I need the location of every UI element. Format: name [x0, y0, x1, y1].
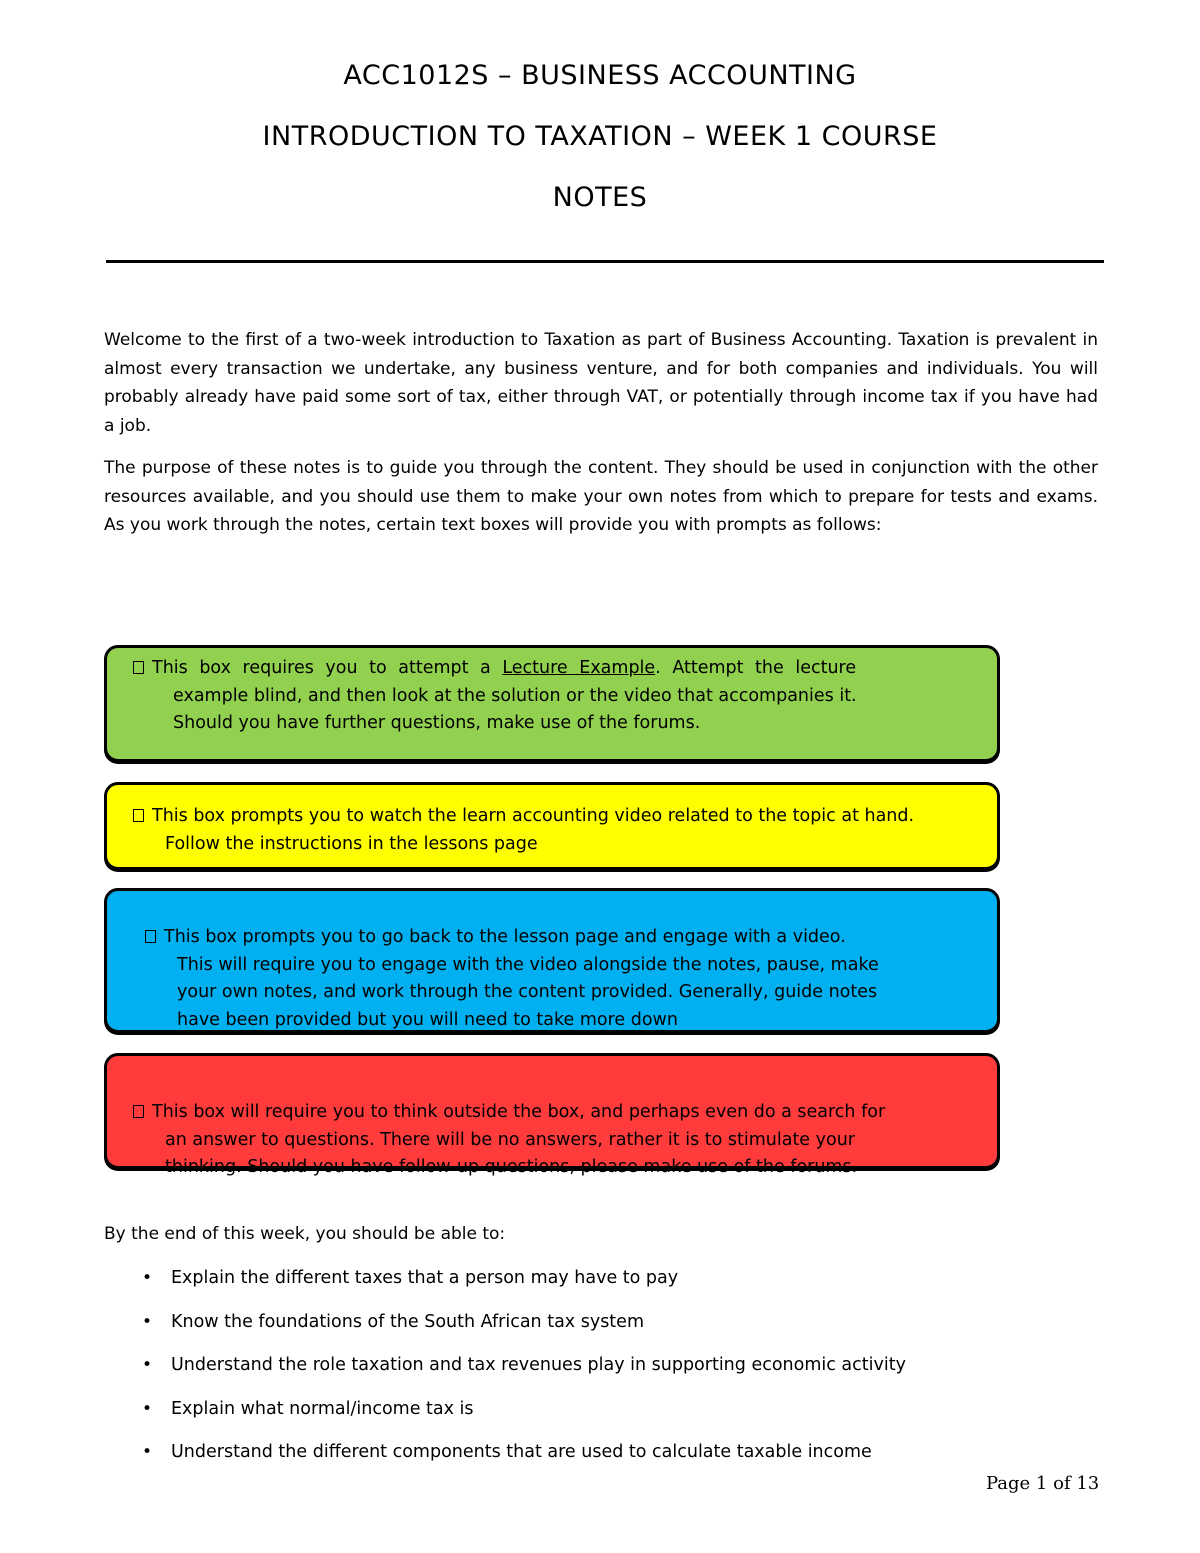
bullet-icon: •	[142, 1355, 153, 1375]
bullet-icon: •	[142, 1398, 153, 1419]
objectives-intro: By the end of this week, you should be able to:	[104, 1224, 506, 1244]
list-item	[104, 1351, 1104, 1395]
box-text-line: thinking. Should you have follow-up questions, please make use of the forums.	[165, 1157, 858, 1177]
checkbox-icon	[133, 661, 144, 674]
intro-paragraph-2: The purpose of these notes is to guide you through the content. They should be used in conjunction with the other resources available, and you should use them to make your own notes from which to prepare for tests and exams. As you work through the notes, certain text boxes will provide you with prompts as follows:	[104, 458, 1098, 535]
document-title-line-3: NOTES	[552, 182, 648, 213]
box-text-line: example blind, and then look at the solution or the video that accompanies it.	[173, 685, 857, 706]
document-title-line-2: INTRODUCTION TO TAXATION – WEEK 1 COURSE	[262, 121, 938, 152]
think-outside-box-prompt	[104, 1053, 1000, 1177]
lecture-example-prompt-box	[104, 645, 1000, 762]
bullet-icon: •	[142, 1311, 153, 1332]
box-text-segment: This box requires you to attempt a	[152, 658, 503, 678]
checkbox-icon	[145, 930, 156, 943]
list-item-text: Understand the role taxation and tax revenues play in supporting economic activity	[171, 1355, 906, 1375]
box-text-line: Should you have further questions, make use of the forums.	[173, 713, 701, 733]
list-item-text: Know the foundations of the South African tax system	[171, 1311, 644, 1332]
box-text-line: have been provided but you will need to take more down	[177, 1009, 678, 1030]
list-item-text: Explain the different taxes that a person may have to pay	[171, 1268, 679, 1288]
list-item-text: Explain what normal/income tax is	[171, 1398, 474, 1419]
list-item	[104, 1308, 1104, 1352]
box-text-line: your own notes, and work through the content provided. Generally, guide notes	[177, 982, 878, 1002]
bullet-icon: •	[142, 1268, 153, 1288]
box-text-segment: This box will require you to think outside the box, and perhaps even do a search for	[152, 1102, 886, 1122]
list-item	[104, 1264, 1104, 1308]
list-item	[104, 1438, 1104, 1482]
document-title-line-1: ACC1012S – BUSINESS ACCOUNTING	[343, 60, 857, 91]
objectives-list	[104, 1264, 1104, 1482]
bullet-icon: •	[142, 1442, 153, 1462]
box-text-line: Follow the instructions in the lessons page	[165, 833, 538, 854]
lesson-video-prompt-text	[145, 924, 985, 1034]
box-text-segment: This box prompts you to watch the learn accounting video related to the topic at hand.	[152, 806, 915, 826]
lecture-example-label: Lecture Example	[502, 658, 656, 678]
list-item-text: Understand the different components that are used to calculate taxable income	[171, 1442, 872, 1462]
title-divider	[106, 260, 1104, 263]
think-outside-box-text	[133, 1099, 993, 1182]
checkbox-icon	[133, 809, 144, 822]
video-prompt-box	[104, 782, 1000, 870]
lecture-example-prompt-text	[133, 655, 973, 738]
checkbox-icon	[133, 1105, 144, 1118]
lesson-video-prompt-box	[104, 888, 1000, 1033]
page-number: Page 1 of 13	[986, 1473, 1100, 1494]
list-item	[104, 1395, 1104, 1439]
intro-paragraph-1: Welcome to the first of a two-week introduction to Taxation as part of Business Accounting. Taxation is prevalent in almost every transaction we undertake, any business venture, and for both companies and individuals. You will probably already have paid some sort of tax, either through VAT, or potentially through income tax if you have had a job.	[104, 330, 1098, 436]
box-text-segment: . Attempt the lecture	[655, 658, 857, 678]
box-text-line: This will require you to engage with the video alongside the notes, pause, make	[177, 954, 879, 975]
box-text-segment: This box prompts you to go back to the lesson page and engage with a video.	[164, 927, 846, 947]
box-text-line: an answer to questions. There will be no answers, rather it is to stimulate your	[165, 1129, 855, 1150]
video-prompt-text	[133, 803, 993, 858]
